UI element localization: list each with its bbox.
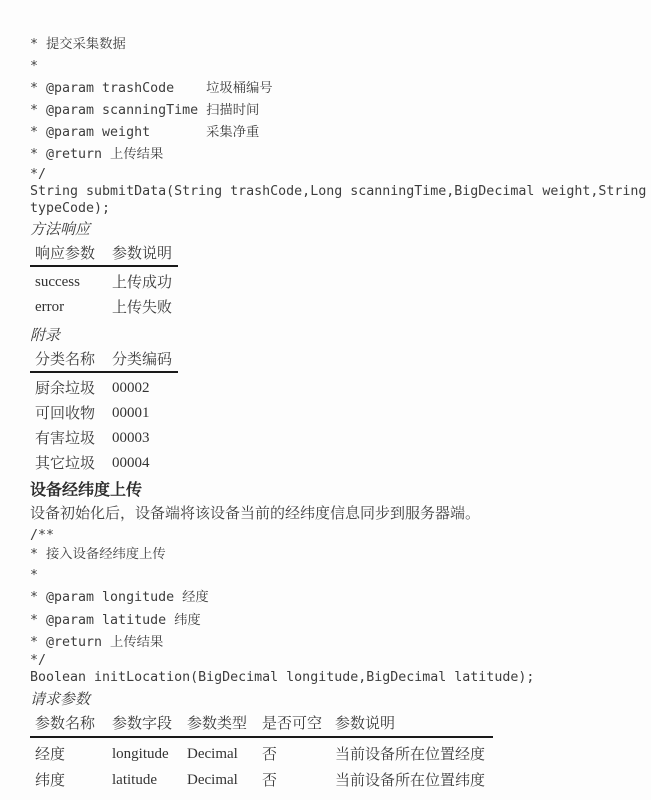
table-row	[30, 404, 633, 423]
section-intro-text: 设备初始化后，设备端将该设备当前的经纬度信息同步到服务器端。	[30, 505, 481, 522]
code-comment-return: * @return 上传结果	[30, 147, 164, 162]
table-cell: 当前设备所在位置经度	[335, 746, 486, 763]
table-row	[30, 745, 633, 764]
table-cell: 其它垃圾	[35, 455, 96, 472]
table-cell: 上传失败	[112, 299, 173, 316]
table-cell: 厨余垃圾	[35, 380, 96, 397]
code-block-submit-data	[30, 34, 647, 217]
column-header: 参数说明	[112, 245, 173, 262]
table-cell: 00003	[112, 430, 150, 446]
table-cell: 否	[262, 746, 278, 763]
code-signature-submitdata-wrap: typeCode);	[30, 201, 111, 216]
table-cell: latitude	[112, 772, 157, 788]
table-cell: longitude	[112, 746, 169, 762]
table-row	[30, 429, 633, 448]
response-table-header	[30, 245, 178, 267]
code-comment-end: */	[30, 653, 47, 668]
table-cell: 00002	[112, 380, 150, 396]
code-comment-param-trashcode: * @param trashCode 垃圾桶编号	[30, 81, 273, 96]
code-block-init-location	[30, 527, 633, 686]
code-comment-param-latitude: * @param latitude 纬度	[30, 613, 201, 628]
code-comment-return: * @return 上传结果	[30, 635, 164, 650]
table-cell: success	[35, 274, 80, 290]
column-header: 分类编码	[112, 351, 173, 368]
table-cell: 00004	[112, 455, 150, 471]
code-comment-param-weight: * @param weight 采集净重	[30, 125, 260, 140]
table-cell: 上传成功	[112, 274, 173, 291]
table-cell: Decimal	[187, 746, 238, 762]
code-comment-param-longitude: * @param longitude 经度	[30, 590, 209, 605]
table-cell: error	[35, 299, 65, 315]
table-row	[30, 771, 633, 790]
column-header: 参数说明	[335, 715, 396, 732]
appendix-heading: 附录	[30, 327, 61, 344]
column-header: 分类名称	[35, 351, 96, 368]
table-row	[30, 379, 633, 398]
column-header: 参数名称	[35, 715, 96, 732]
table-cell: 经度	[35, 746, 66, 763]
method-response-heading: 方法响应	[30, 221, 91, 238]
code-comment-param-scanningtime: * @param scanningTime 扫描时间	[30, 103, 260, 118]
response-table	[30, 245, 633, 317]
section-title-device-location: 设备经纬度上传	[30, 482, 143, 499]
request-table-header	[30, 715, 493, 738]
request-params-heading: 请求参数	[30, 691, 91, 708]
category-table	[30, 351, 633, 473]
column-header: 响应参数	[35, 245, 96, 262]
table-cell: 00001	[112, 405, 150, 421]
code-signature-submitdata: String submitData(String trashCode,Long scanningTime,BigDecimal weight,String	[30, 184, 647, 199]
column-header: 参数类型	[187, 715, 248, 732]
table-row	[30, 273, 633, 292]
code-comment-line: * 提交采集数据	[30, 37, 126, 52]
code-comment-end: */	[30, 167, 47, 182]
table-cell: Decimal	[187, 772, 238, 788]
column-header: 是否可空	[262, 715, 323, 732]
table-cell: 当前设备所在位置纬度	[335, 772, 486, 789]
code-comment-start: /**	[30, 528, 55, 543]
table-row	[30, 454, 633, 473]
column-header: 参数字段	[112, 715, 173, 732]
category-table-header	[30, 351, 178, 373]
table-cell: 纬度	[35, 772, 66, 789]
code-comment-line: * 接入设备经纬度上传	[30, 547, 166, 562]
table-row	[30, 298, 633, 317]
table-cell: 可回收物	[35, 405, 96, 422]
table-cell: 有害垃圾	[35, 430, 96, 447]
request-table	[30, 715, 633, 790]
code-comment-line: *	[30, 59, 39, 74]
code-signature-initlocation: Boolean initLocation(BigDecimal longitude,BigDecimal latitude);	[30, 670, 535, 685]
table-cell: 否	[262, 772, 278, 789]
code-comment-line: *	[30, 568, 39, 583]
